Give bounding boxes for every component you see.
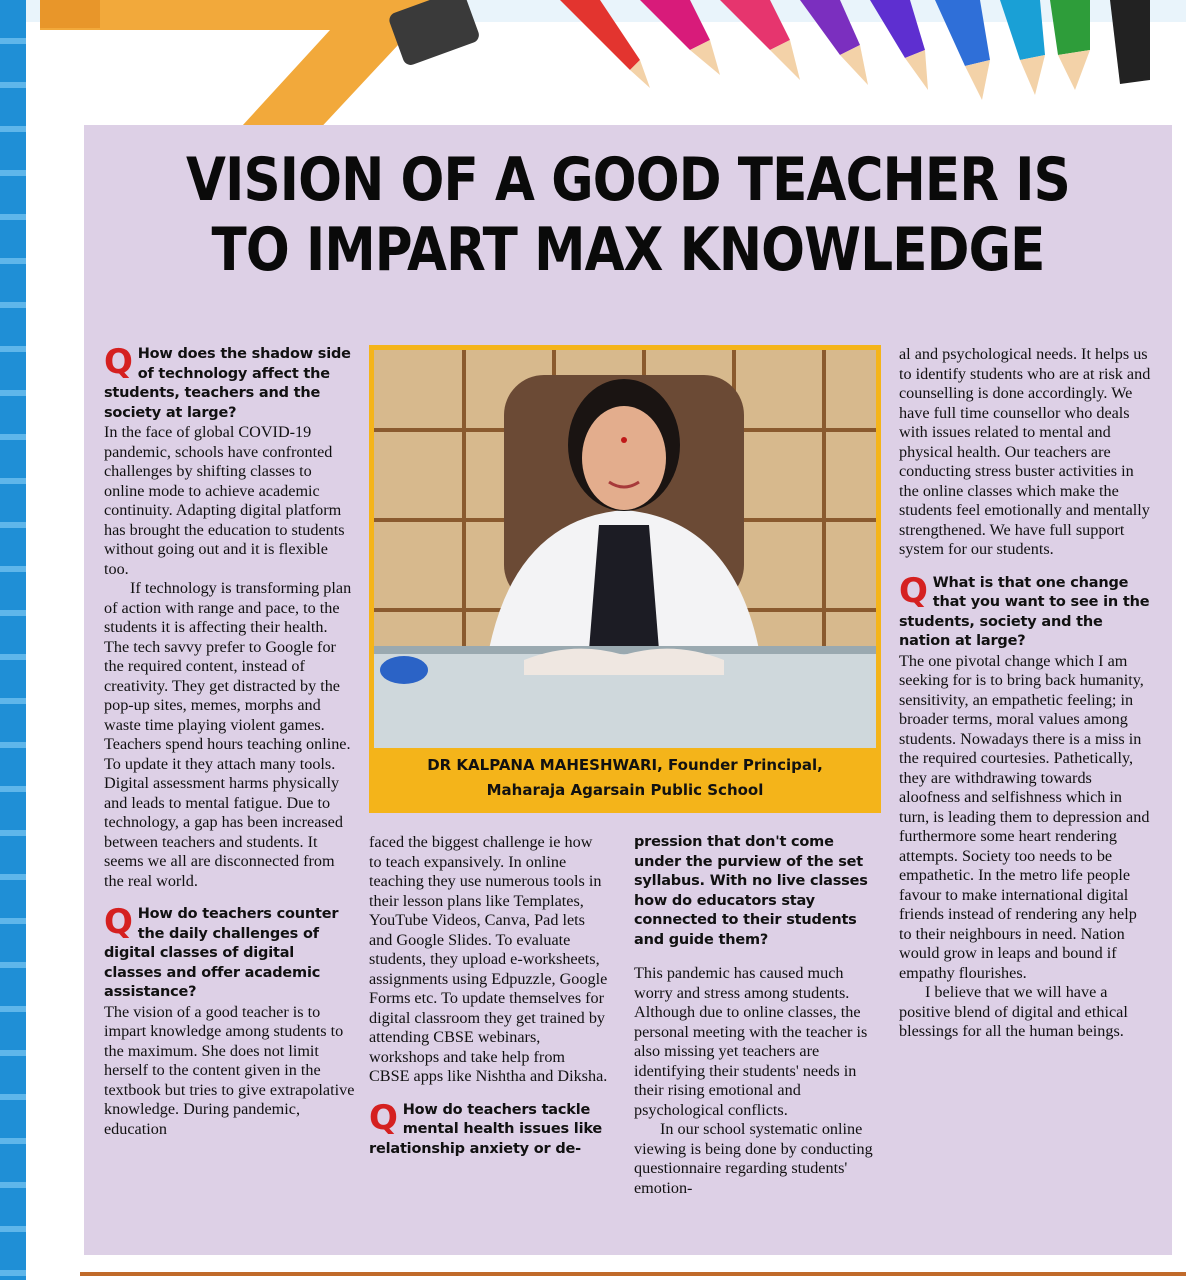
- portrait-photo: [374, 350, 876, 748]
- question-1-text: How does the shadow side of technology affect the students, teachers and the society at large?: [104, 346, 351, 421]
- ruler-icon: [40, 0, 440, 130]
- article-column-1: [104, 342, 356, 1139]
- question-marker-icon: Q: [369, 1097, 398, 1138]
- question-4: [899, 570, 1151, 652]
- photo-caption-name: DR KALPANA MAHESHWARI, Founder Principal,: [427, 756, 823, 774]
- article-column-2: [369, 833, 609, 1159]
- principal-portrait-image: [374, 350, 876, 748]
- answer-paragraph: If technology is transforming plan of action with range and pace, to the students it is affecting their health. The tech savvy prefer to Google for the required content, instead of creativity. They get distracted by the pop-up sites, memes, morphs and waste time playing violent games. Teachers spend hours teaching online. To update it they attach many tools. Digital assessment harms physically and leads to mental fatigue. Due to technology, a gap has been increased between teachers and students. It seems we all are disconnected from the real world.: [104, 579, 352, 890]
- page-border-left: [0, 0, 26, 1280]
- stationery-decoration: [0, 0, 1186, 130]
- answer-paragraph: In our school systematic online viewing is being done by conducting questionnaire regarding students' emotion-: [634, 1120, 873, 1197]
- bottom-divider: [80, 1272, 1186, 1276]
- question-4-text: What is that one change that you want to see in the students, society and the nation at large?: [899, 574, 1150, 649]
- photo-caption-school: Maharaja Agarsain Public School: [486, 781, 764, 799]
- answer-paragraph: faced the biggest challenge ie how to teach expansively. In online teaching they use numerous tools in their lesson plans like Templates, YouTube Videos, Canva, Pad lets and Google Slides. To evaluate students, they upload e-worksheets, assignments using Edpuzzle, Google Forms etc. To update themselves for digital classroom they get trained by attending CBSE webinars, workshops and take help from CBSE apps like Nishtha and Diksha.: [369, 833, 608, 1085]
- question-3: [369, 1097, 609, 1160]
- photo-caption: [369, 753, 881, 803]
- question-marker-icon: Q: [104, 342, 133, 382]
- answer-paragraph: The vision of a good teacher is to impart knowledge among students to the maximum. She does not limit herself to the content given in the textbook but tries to give extrapolative knowledge. During pandemic, education: [104, 1002, 355, 1138]
- question-marker-icon: Q: [104, 902, 133, 942]
- portrait-photo-frame: [369, 345, 881, 813]
- answer-paragraph: In the face of global COVID-19 pandemic, schools have confronted challenges by shifting classes to online mode to achieve academic continuity. Adapting digital platform has brought the education to students without going out and it is flexible too.: [104, 423, 345, 578]
- article: [84, 125, 1172, 1255]
- headline-line-2: TO IMPART MAX KNOWLEDGE: [211, 215, 1045, 285]
- headline: [160, 145, 1096, 285]
- answer-paragraph: I believe that we will have a positive blend of digital and ethical blessings for all the human beings.: [899, 983, 1128, 1040]
- question-1: [104, 342, 356, 423]
- question-2: [104, 902, 356, 1003]
- article-column-3: [634, 833, 882, 1198]
- article-column-4: [899, 345, 1151, 1042]
- question-marker-icon: Q: [899, 570, 928, 611]
- question-3-continued: pression that don't come under the purview of the set syllabus. With no live classes how do educators stay connected to their students and guide them?: [634, 834, 868, 948]
- colored-pencils-icon: [560, 0, 1150, 100]
- headline-line-1: VISION OF A GOOD TEACHER IS: [186, 145, 1070, 215]
- answer-paragraph: This pandemic has caused much worry and stress among students. Although due to online classes, the personal meeting with the teacher is also missing yet teachers are identifying their students' needs in their rising emotional and psychological conflicts.: [634, 964, 868, 1119]
- answer-paragraph: The one pivotal change which I am seeking for is to bring back humanity, sensitivity, an empathetic feeling; in broader terms, moral values among students. Nowadays there is a miss in the required courtesies. Pathetically, they are withdrawing towards aloofness and selfishness which in turn, is leading them to depression and furthermore some heart rendering attempts. Society too needs to be empathetic. In the metro life people favour to make international digital friends instead of rendering any help to their neighbours in need. Nation would grow in leaps and bound if empathy flourishes.: [899, 651, 1150, 982]
- question-3-text: How do teachers tackle mental health issues like relationship anxiety or de-: [369, 1101, 603, 1157]
- question-2-text: How do teachers counter the daily challenges of digital classes of digital classes and offer academic assistance?: [104, 906, 339, 1000]
- answer-paragraph: al and psychological needs. It helps us to identify students who are at risk and counselling is done accordingly. We have full time counsellor who deals with issues related to mental and physical health. Our teachers are conducting stress buster activities in the online classes which make the students feel emotionally and mentally strengthened. We have full support system for our students.: [899, 345, 1151, 558]
